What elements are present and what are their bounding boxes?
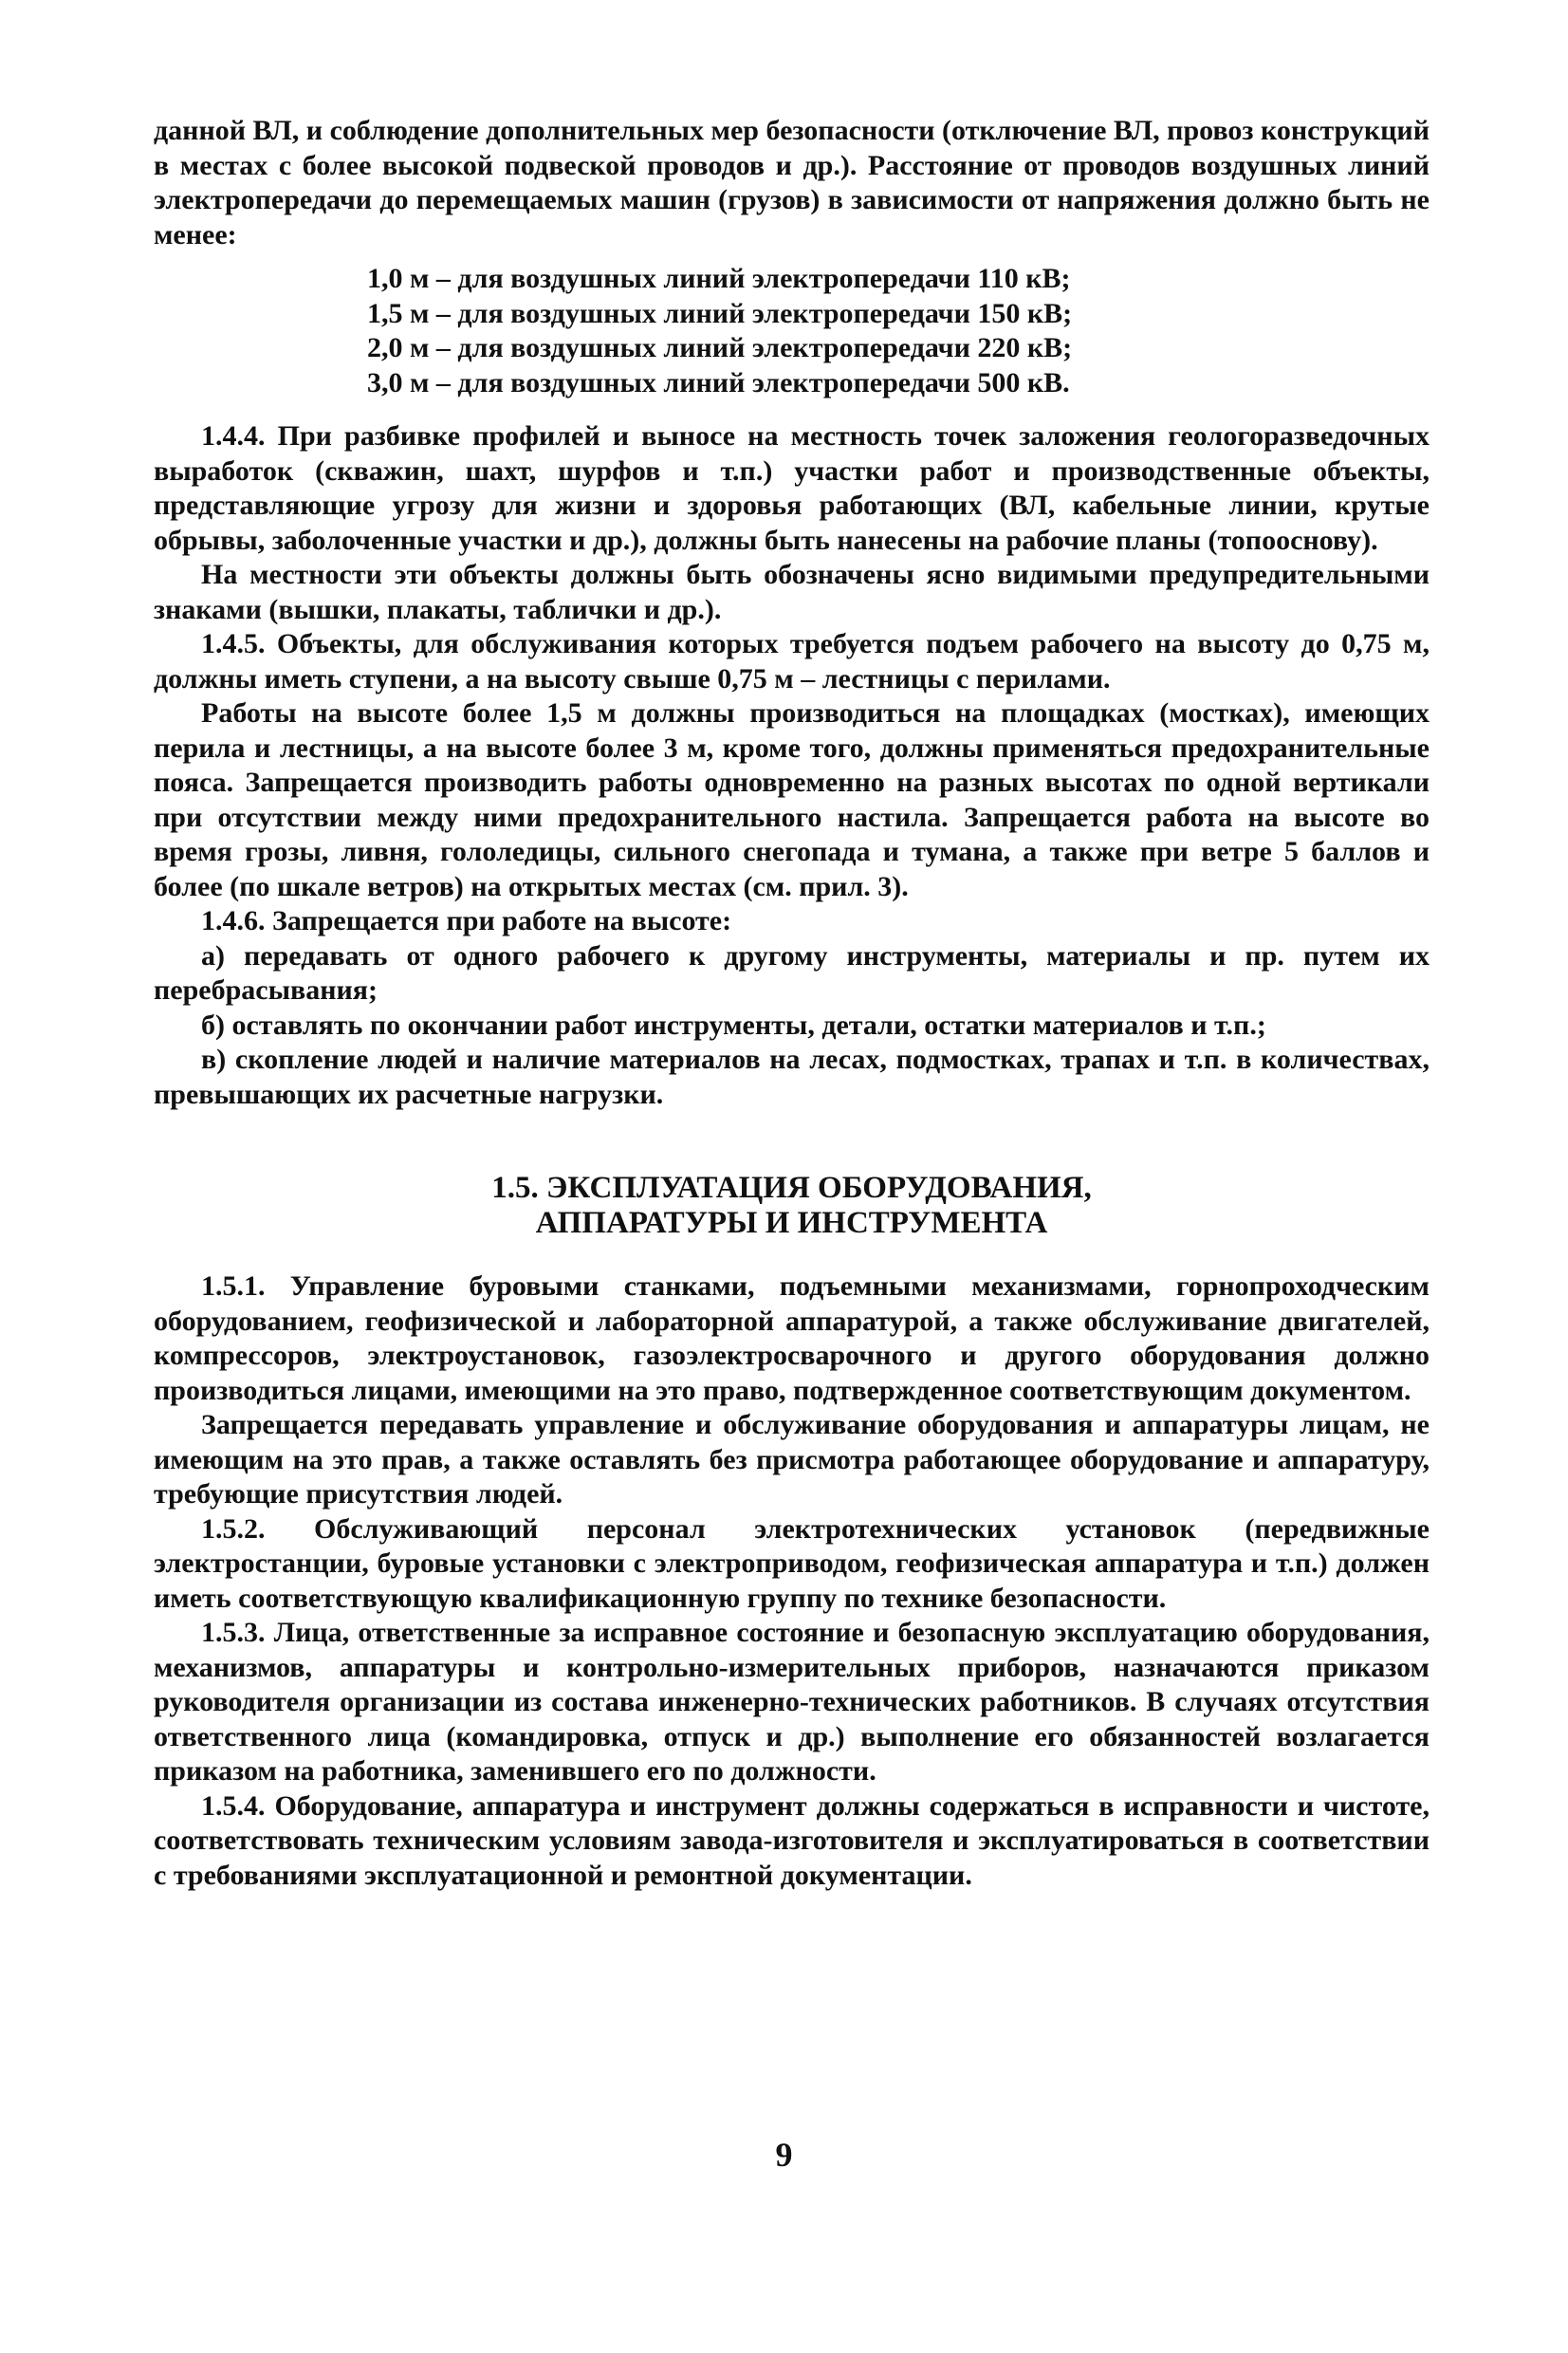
distance-item: 2,0 м – для воздушных линий электропередачи 220 кВ; (367, 332, 1073, 363)
document-page (154, 114, 1430, 1893)
list-item-b: б) оставлять по окончании работ инструменты, детали, остатки материалов и т.п.; (201, 1009, 1266, 1041)
section-heading-line: АППАРАТУРЫ И ИНСТРУМЕНТА (535, 1206, 1048, 1240)
page-number: 9 (775, 2136, 793, 2174)
distance-item: 1,0 м – для воздушных линий электропередачи 110 кВ; (367, 263, 1071, 294)
distance-item: 3,0 м – для воздушных линий электропередачи 500 кВ. (367, 366, 1070, 398)
intro-paragraph: данной ВЛ, и соблюдение дополнительных мер безопасности (отключение ВЛ, провоз конструкций в местах с более высокой подвеской проводов и др.). Расстояние от проводов воздушных линий электропередачи до перемещаемых машин (грузов) в зависимости от напряжения должно быть не менее: (154, 115, 1430, 250)
paragraph: На местности эти объекты должны быть обозначены ясно видимыми предупредительными знаками (вышки, плакаты, таблички и др.). (154, 559, 1430, 625)
clause-1-5-3: 1.5.3. Лица, ответственные за исправное состояние и безопасную эксплуатацию оборудования, механизмов, аппаратуры и контрольно-измерительных приборов, назначаются приказом руководителя организации из состава инженерно-технических работников. В случаях отсутствия ответственного лица (командировка, отпуск и др.) выполнение его обязанностей возлагается приказом на работника, заменившего его по должности. (154, 1617, 1430, 1787)
clause-1-4-4: 1.4.4. При разбивке профилей и выносе на местность точек заложения геологоразведочных выработок (скважин, шахт, шурфов и т.п.) участки работ и производственные объекты, представляющие угрозу для жизни и здоровья работающих (ВЛ, кабельные линии, крутые обрывы, заболоченные участки и др.), должны быть нанесены на рабочие планы (топооснову). (154, 420, 1430, 556)
clause-1-5-1: 1.5.1. Управление буровыми станками, подъемными механизмами, горнопроходческим оборудованием, геофизической и лабораторной аппаратурой, а также обслуживание двигателей, компрессоров, электроустановок, газоэлектросварочного и другого оборудования должно производиться лицами, имеющими на это право, подтвержденное соответствующим документом. (154, 1270, 1430, 1406)
distance-item: 1,5 м – для воздушных линий электропередачи 150 кВ; (367, 297, 1073, 329)
clause-1-5-2: 1.5.2. Обслуживающий персонал электротехнических установок (передвижные электростанции, буровые установки с электроприводом, геофизическая аппаратура и т.п.) должен иметь соответствующую квалификационную группу по технике безопасности. (154, 1512, 1430, 1614)
section-heading (154, 1171, 1430, 1241)
clause-1-4-5: 1.4.5. Объекты, для обслуживания которых требуется подъем рабочего на высоту до 0,75 м, должны иметь ступени, а на высоту свыше 0,75 м – лестницы с перилами. (154, 628, 1430, 695)
paragraph: Работы на высоте более 1,5 м должны производиться на площадках (мостках), имеющих перила и лестницы, а на высоте более 3 м, кроме того, должны применяться предохранительные пояса. Запрещается производить работы одновременно на разных высотах по одной вертикали при отсутствии между ними предохранительного настила. Запрещается работа на высоте во время грозы, ливня, гололедицы, сильного снегопада и тумана, а также при ветре 5 баллов и более (по шкале ветров) на открытых местах (см. прил. 3). (154, 697, 1430, 902)
list-item-c: в) скопление людей и наличие материалов на лесах, подмостках, трапах и т.п. в количествах, превышающих их расчетные нагрузки. (154, 1044, 1430, 1110)
section-heading-line: 1.5. ЭКСПЛУАТАЦИЯ ОБОРУДОВАНИЯ, (491, 1171, 1092, 1205)
clause-1-4-6: 1.4.6. Запрещается при работе на высоте: (201, 905, 732, 936)
clause-1-5-4: 1.5.4. Оборудование, аппаратура и инструмент должны содержаться в исправности и чистоте, соответствовать техническим условиям завода-изготовителя и эксплуатироваться в соответствии с требованиями эксплуатационной и ремонтной документации. (154, 1789, 1430, 1891)
paragraph: Запрещается передавать управление и обслуживание оборудования и аппаратуры лицам, не имеющим на это прав, а также оставлять без присмотра работающее оборудование и аппаратуру, требующие присутствия людей. (154, 1409, 1430, 1510)
list-item-a: а) передавать от одного рабочего к другому инструменты, материалы и пр. путем их перебрасывания; (154, 939, 1430, 1006)
distance-list (367, 262, 1430, 400)
